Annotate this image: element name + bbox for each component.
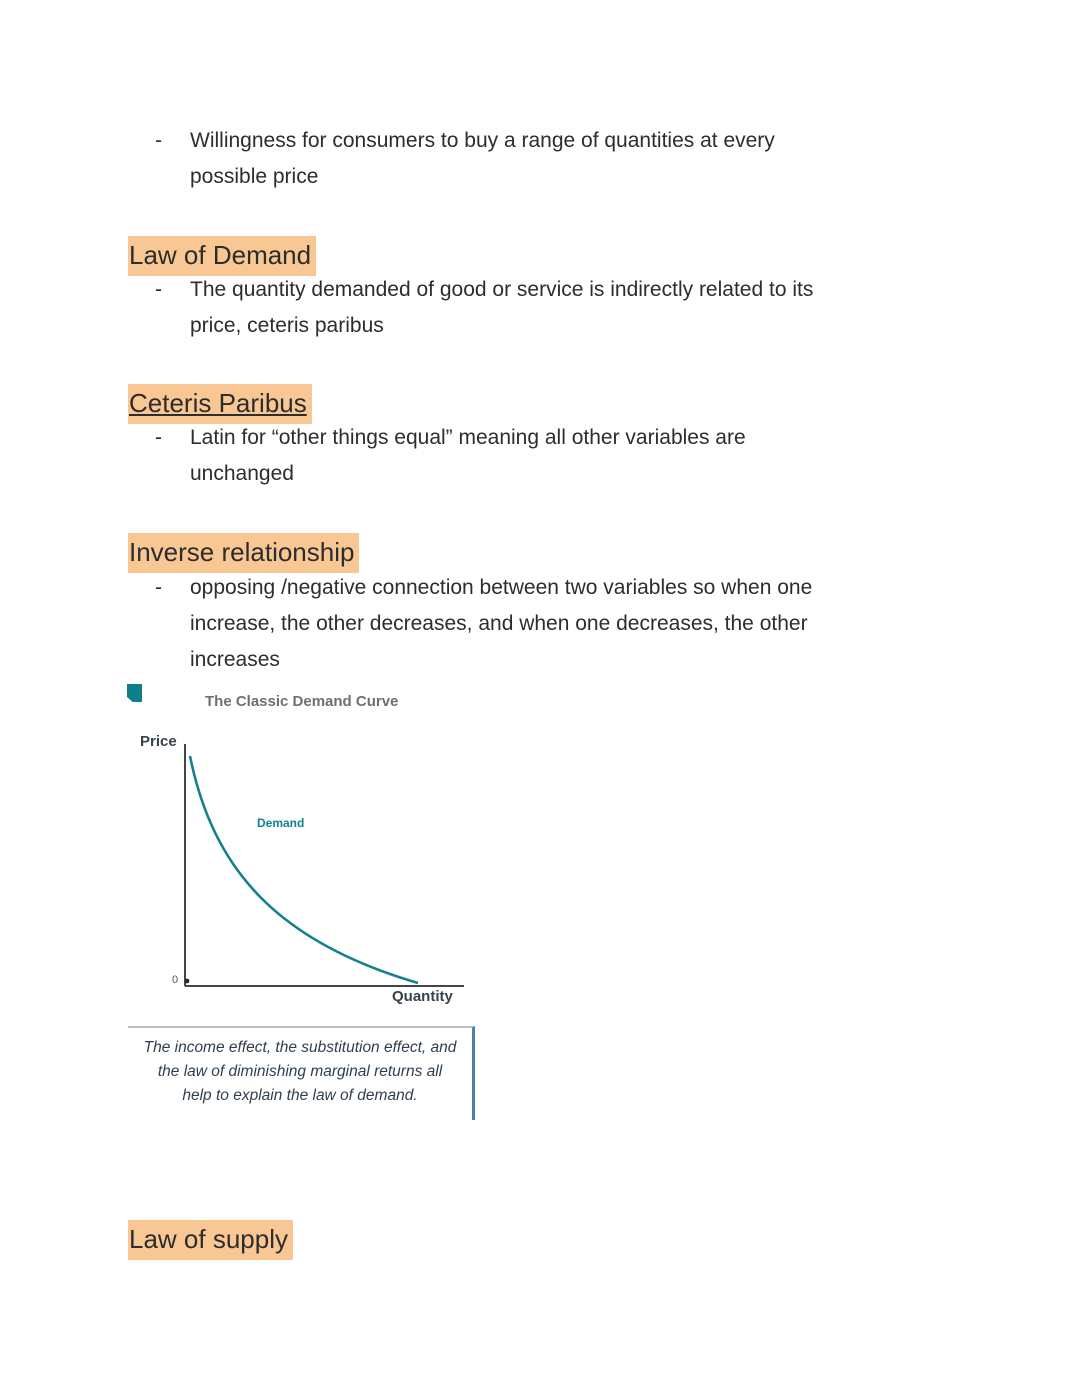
highlighted-heading-text: Law of Demand — [128, 236, 316, 276]
origin-label: 0 — [172, 974, 179, 986]
demand-curve-line — [190, 756, 418, 983]
bullet-marker: - — [155, 129, 162, 152]
bullet-item-latin-meaning — [155, 420, 746, 492]
bullet-item-willingness — [155, 123, 775, 195]
demand-curve-chart — [128, 690, 488, 1010]
y-axis-label: Price — [140, 733, 177, 750]
heading-law-of-demand — [128, 236, 316, 276]
bullet-marker: - — [155, 426, 162, 449]
heading-law-of-supply — [128, 1220, 293, 1260]
bullet-marker: - — [155, 576, 162, 599]
chart-title: The Classic Demand Curve — [205, 693, 399, 710]
highlighted-heading-text: Law of supply — [128, 1220, 293, 1260]
bullet-marker: - — [155, 278, 162, 301]
bullet-text: opposing /negative connection between two variables so when one increase, the other decreases, and when one decreases, the other increases — [190, 576, 813, 671]
bullet-item-opposing-connection — [155, 570, 812, 678]
origin-point — [185, 979, 190, 984]
highlighted-heading-text: Inverse relationship — [128, 533, 359, 573]
x-axis-label: Quantity — [392, 988, 453, 1005]
highlighted-heading-text: Ceteris Paribus — [128, 384, 312, 424]
bullet-text: Latin for “other things equal” meaning all other variables are unchanged — [190, 426, 746, 485]
heading-inverse-relationship — [128, 533, 359, 573]
bullet-text: The quantity demanded of good or service is indirectly related to its price, ceteris paribus — [190, 278, 814, 337]
demand-curve-label: Demand — [257, 816, 305, 830]
bullet-item-quantity-demanded — [155, 272, 813, 344]
bullet-text: Willingness for consumers to buy a range of quantities at every possible price — [190, 129, 775, 188]
heading-ceteris-paribus — [128, 384, 312, 424]
figure-caption: The income effect, the substitution effect, and the law of diminishing marginal returns all help to explain the law of demand. — [128, 1026, 475, 1120]
